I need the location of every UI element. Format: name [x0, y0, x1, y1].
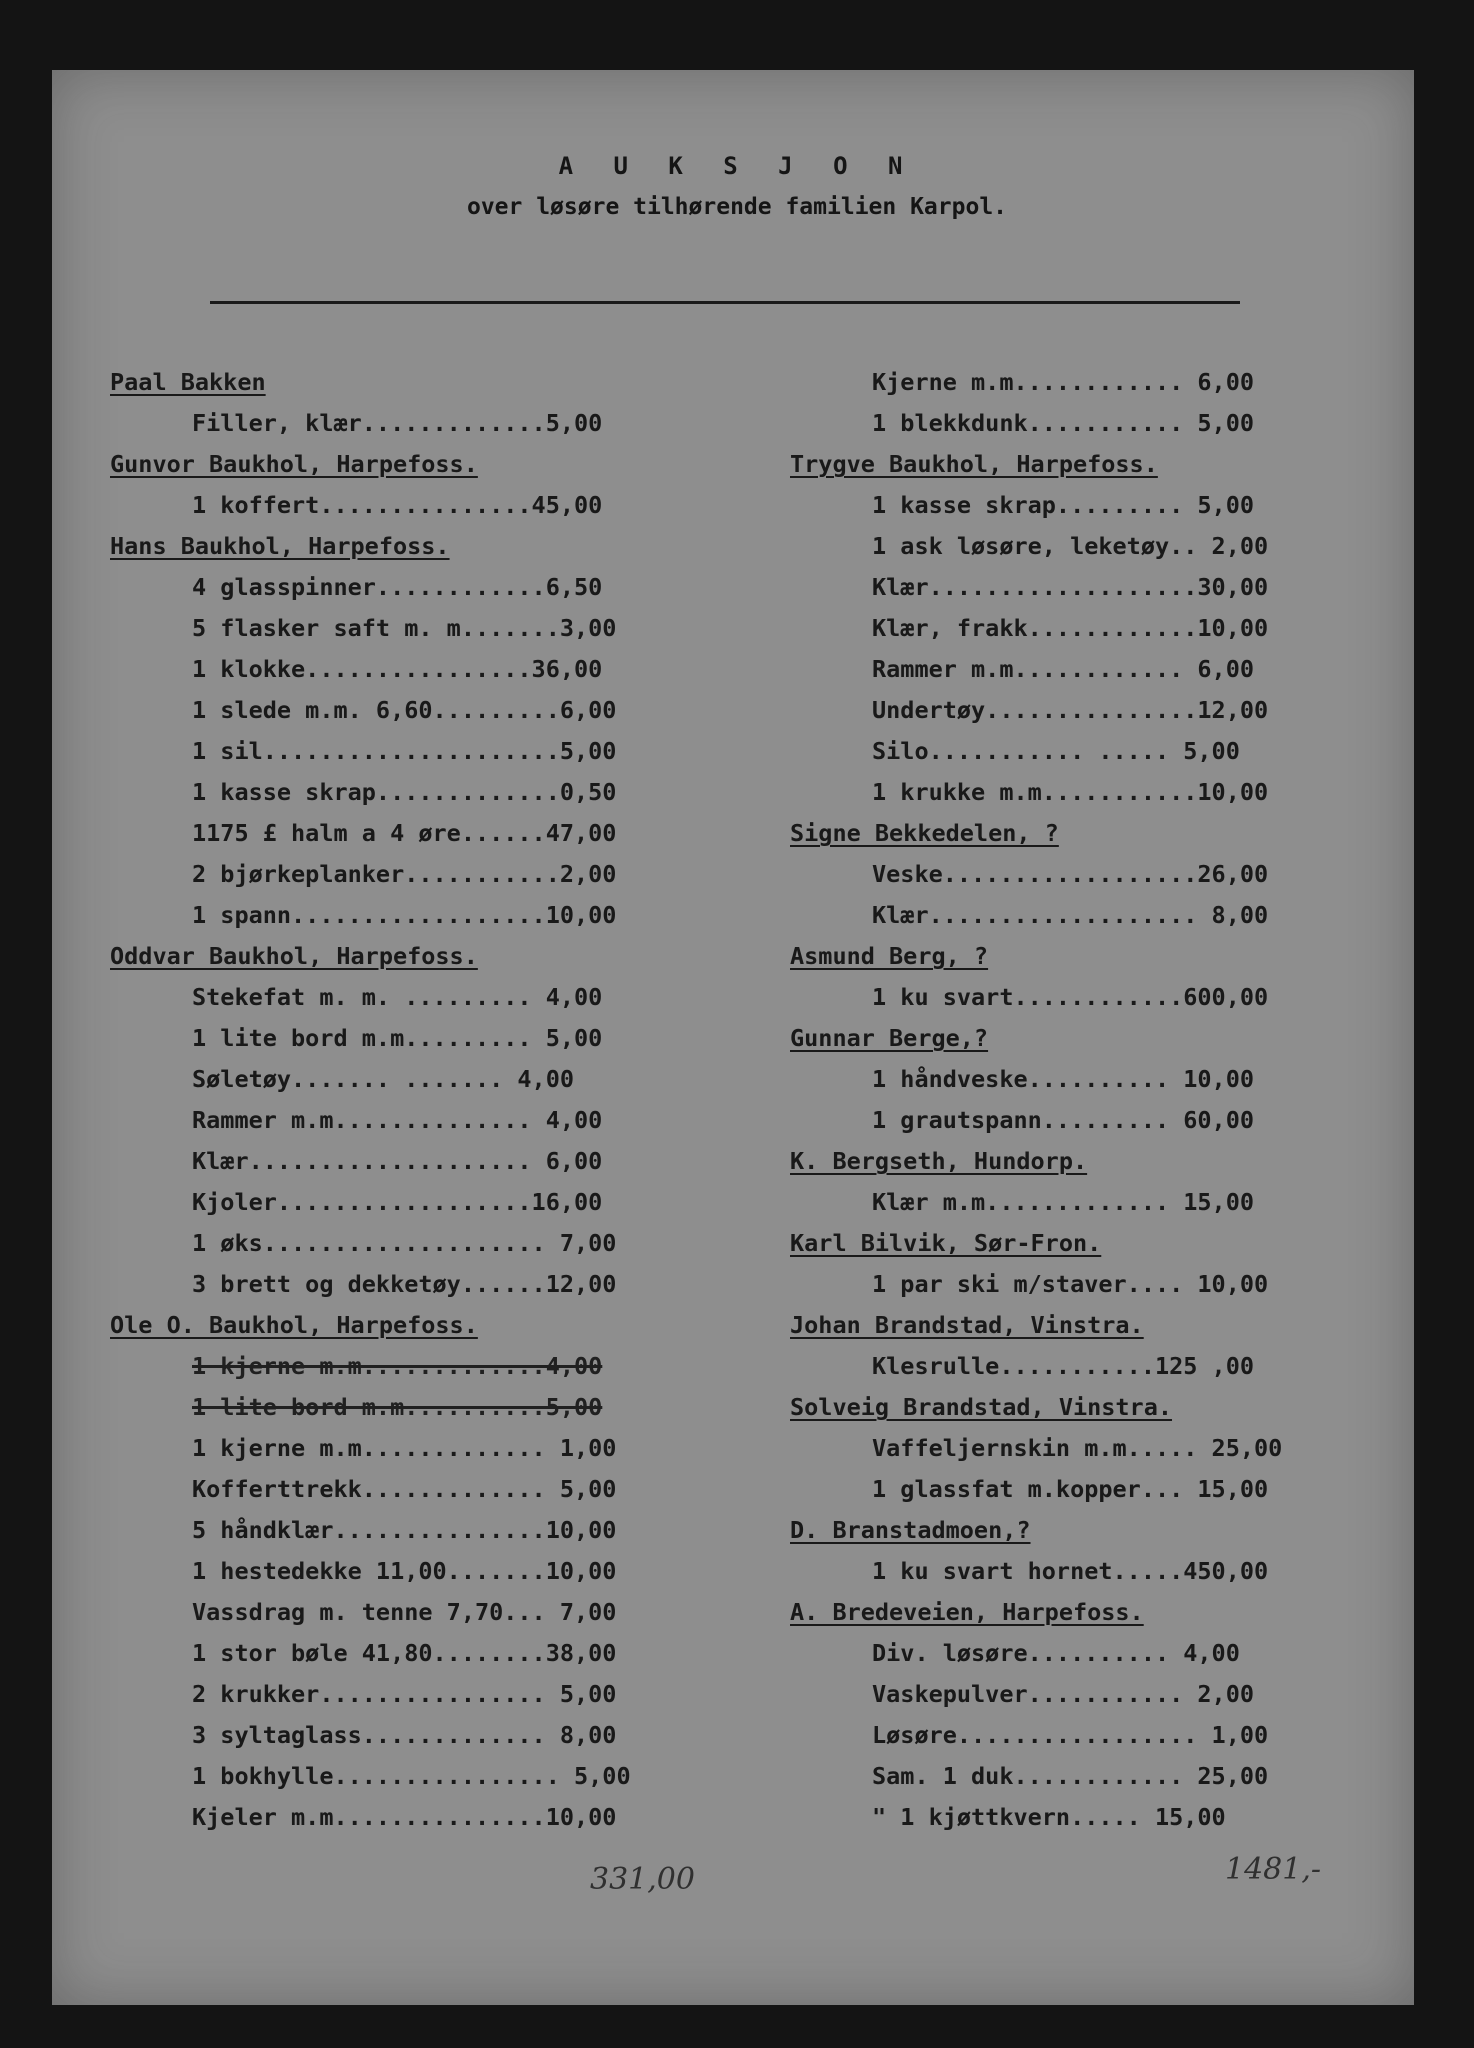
- line-item: Kjerne m.m............ 6,00: [872, 368, 1255, 396]
- struck-line-item: 1 kjerne m.m.............4,00: [192, 1352, 603, 1380]
- line-item: 1 glassfat m.kopper... 15,00: [872, 1475, 1269, 1503]
- buyer-name: D. Branstadmoen,?: [790, 1516, 1031, 1544]
- line-item: 2 krukker................ 5,00: [192, 1680, 617, 1708]
- line-item: Klesrulle...........125 ,00: [872, 1352, 1255, 1380]
- buyer-name: Gunvor Baukhol, Harpefoss.: [110, 450, 478, 478]
- line-item: 4 glasspinner............6,50: [192, 573, 603, 601]
- buyer-name: Paal Bakken: [110, 368, 266, 396]
- buyer-name: Solveig Brandstad, Vinstra.: [790, 1393, 1173, 1421]
- line-item: Kjoler..................16,00: [192, 1188, 603, 1216]
- line-item: 1 krukke m.m...........10,00: [872, 778, 1269, 806]
- line-item: 3 brett og dekketøy......12,00: [192, 1270, 617, 1298]
- line-item: 1 koffert...............45,00: [192, 491, 603, 519]
- line-item: Vassdrag m. tenne 7,70... 7,00: [192, 1598, 617, 1626]
- line-item: Klær.................... 6,00: [192, 1147, 603, 1175]
- buyer-name: Oddvar Baukhol, Harpefoss.: [110, 942, 478, 970]
- line-item: 1 ku svart hornet.....450,00: [872, 1557, 1269, 1585]
- line-item: 1175 £ halm a 4 øre......47,00: [192, 819, 617, 847]
- line-item: Klær m.m............. 15,00: [872, 1188, 1255, 1216]
- line-item: Sam. 1 duk............ 25,00: [872, 1762, 1269, 1790]
- left-column: [110, 362, 710, 1838]
- buyer-name: Signe Bekkedelen, ?: [790, 819, 1059, 847]
- buyer-name: A. Bredeveien, Harpefoss.: [790, 1598, 1144, 1626]
- document-title: A U K S J O N: [558, 152, 916, 180]
- line-item: 1 spann..................10,00: [192, 901, 617, 929]
- line-item: 1 øks.................... 7,00: [192, 1229, 617, 1257]
- line-item: 3 syltaglass............. 8,00: [192, 1721, 617, 1749]
- line-item: 1 slede m.m. 6,60.........6,00: [192, 696, 617, 724]
- struck-line-item: 1 lite bord m.m..........5,00: [192, 1393, 603, 1421]
- line-item: 2 bjørkeplanker...........2,00: [192, 860, 617, 888]
- line-item: Vaffeljernskin m.m..... 25,00: [872, 1434, 1283, 1462]
- line-item: 1 grautspann......... 60,00: [872, 1106, 1255, 1134]
- buyer-name: Johan Brandstad, Vinstra.: [790, 1311, 1144, 1339]
- line-item: Filler, klær.............5,00: [192, 409, 603, 437]
- line-item: Søletøy....... ....... 4,00: [192, 1065, 575, 1093]
- line-item: 1 stor bøle 41,80........38,00: [192, 1639, 617, 1667]
- line-item: Kjeler m.m...............10,00: [192, 1803, 617, 1831]
- buyer-name: Asmund Berg, ?: [790, 942, 989, 970]
- line-item: Veske..................26,00: [872, 860, 1269, 888]
- header-rule: [210, 301, 1240, 304]
- line-item: 1 par ski m/staver.... 10,00: [872, 1270, 1269, 1298]
- line-item: Div. løsøre.......... 4,00: [872, 1639, 1240, 1667]
- line-item: Silo........... ..... 5,00: [872, 737, 1240, 765]
- buyer-name: K. Bergseth, Hundorp.: [790, 1147, 1088, 1175]
- line-item: 1 kjerne m.m............. 1,00: [192, 1434, 617, 1462]
- line-item: Undertøy...............12,00: [872, 696, 1269, 724]
- line-item: Stekefat m. m. ......... 4,00: [192, 983, 603, 1011]
- line-item: 1 ku svart............600,00: [872, 983, 1269, 1011]
- buyer-name: Gunnar Berge,?: [790, 1024, 989, 1052]
- line-item: 1 blekkdunk........... 5,00: [872, 409, 1255, 437]
- handwritten-total-left: 331,00: [590, 1862, 695, 1897]
- buyer-name: Trygve Baukhol, Harpefoss.: [790, 450, 1158, 478]
- line-item: 5 håndklær...............10,00: [192, 1516, 617, 1544]
- document-subtitle: over løsøre tilhørende familien Karpol.: [466, 194, 1008, 220]
- line-item: Klær, frakk............10,00: [872, 614, 1269, 642]
- line-item: 5 flasker saft m. m.......3,00: [192, 614, 617, 642]
- line-item: 1 ask løsøre, leketøy.. 2,00: [872, 532, 1269, 560]
- line-item: Klær...................30,00: [872, 573, 1269, 601]
- line-item: Rammer m.m............ 6,00: [872, 655, 1255, 683]
- line-item: Vaskepulver........... 2,00: [872, 1680, 1255, 1708]
- handwritten-total-right: 1481,-: [1225, 1852, 1322, 1887]
- line-item: " 1 kjøttkvern..... 15,00: [872, 1803, 1226, 1831]
- line-item: 1 lite bord m.m......... 5,00: [192, 1024, 603, 1052]
- line-item: Klær................... 8,00: [872, 901, 1269, 929]
- line-item: 1 hestedekke 11,00.......10,00: [192, 1557, 617, 1585]
- line-item: Løsøre................. 1,00: [872, 1721, 1269, 1749]
- buyer-name: Ole O. Baukhol, Harpefoss.: [110, 1311, 478, 1339]
- buyer-name: Karl Bilvik, Sør-Fron.: [790, 1229, 1102, 1257]
- line-item: 1 kasse skrap.............0,50: [192, 778, 617, 806]
- line-item: Rammer m.m.............. 4,00: [192, 1106, 603, 1134]
- line-item: 1 bokhylle................ 5,00: [192, 1762, 631, 1790]
- line-item: 1 klokke................36,00: [192, 655, 603, 683]
- line-item: 1 kasse skrap......... 5,00: [872, 491, 1255, 519]
- right-column: [790, 362, 1390, 1838]
- line-item: 1 sil.....................5,00: [192, 737, 617, 765]
- line-item: Kofferttrekk............. 5,00: [192, 1475, 617, 1503]
- buyer-name: Hans Baukhol, Harpefoss.: [110, 532, 450, 560]
- line-item: 1 håndveske.......... 10,00: [872, 1065, 1255, 1093]
